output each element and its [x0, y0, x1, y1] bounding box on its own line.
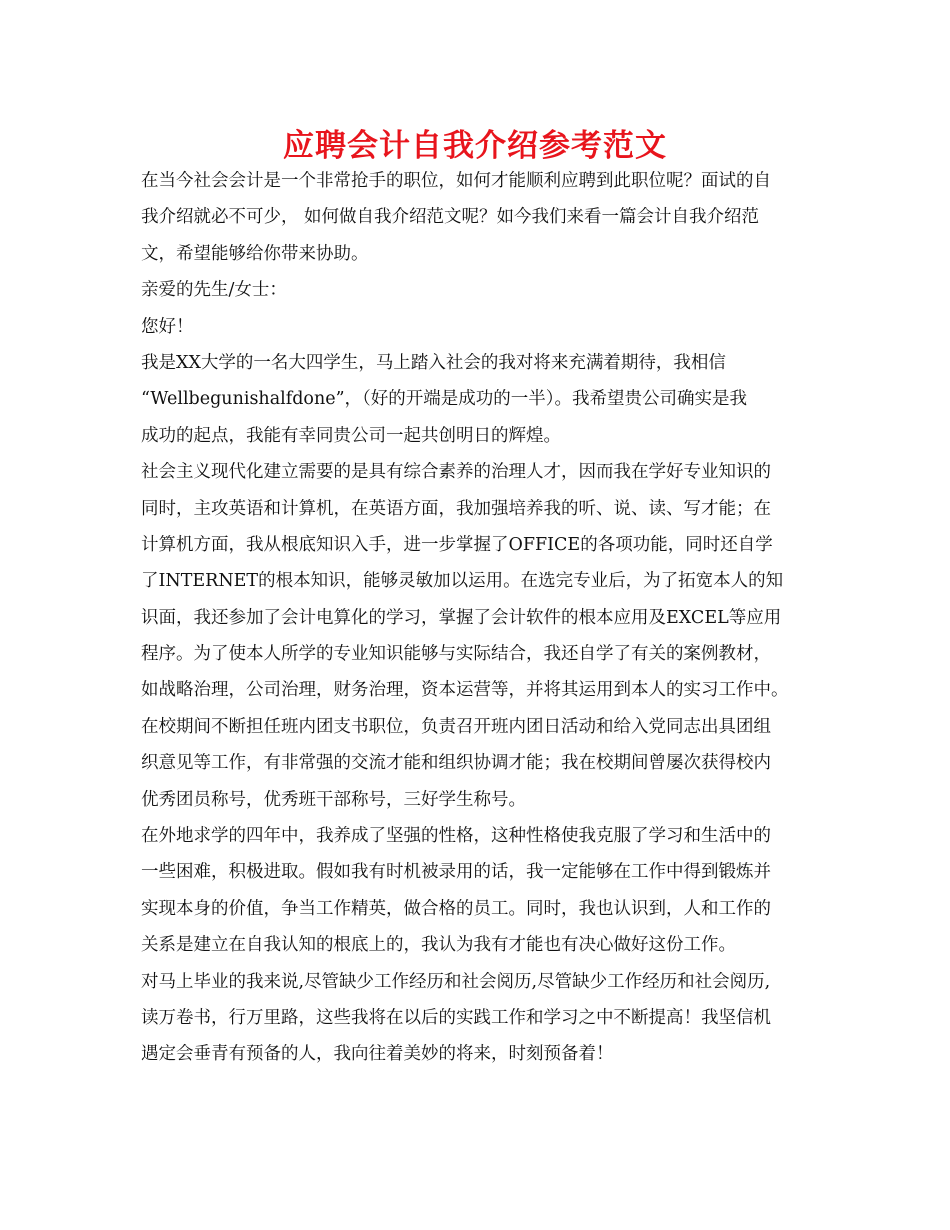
text-line: 对马上毕业的我来说,尽管缺少工作经历和社会阅历,尽管缺少工作经历和社会阅历,	[141, 971, 771, 992]
text-line: 文，希望能够给你带来协助。	[141, 243, 369, 264]
text-line: “Wellbegunishalfdone”，（好的开端是成功的一半）。我希望贵公司确实是我	[141, 389, 748, 410]
text-line: 我是XX大学的一名大四学生，马上踏入社会的我对将来充满着期待，我相信	[141, 352, 726, 373]
text-line: 了INTERNET的根本知识，能够灵敏加以运用。在选完专业后，为了拓宽本人的知	[141, 571, 784, 592]
text-line: 同时，主攻英语和计算机，在英语方面，我加强培养我的听、说、读、写才能；在	[141, 498, 771, 519]
document-title: 应聘会计自我介绍参考范文	[283, 128, 667, 164]
text-line: 亲爱的先生/女士：	[141, 280, 287, 301]
text-line: 遇定会垂青有预备的人，我向往着美妙的将来，时刻预备着！	[141, 1044, 614, 1065]
text-line: 一些困难，积极进取。假如我有时机被录用的话，我一定能够在工作中得到锻炼并	[141, 862, 771, 883]
text-line: 计算机方面，我从根底知识入手，进一步掌握了OFFICE的各项功能，同时还自学	[141, 534, 773, 555]
text-line: 我介绍就必不可少， 如何做自我介绍范文呢？如今我们来看一篇会计自我介绍范	[141, 207, 760, 228]
text-line: 社会主义现代化建立需要的是具有综合素养的治理人才，因而我在学好专业知识的	[141, 462, 771, 483]
text-line: 在校期间不断担任班内团支书职位，负责召开班内团日活动和给入党同志出具团组	[141, 716, 771, 737]
text-line: 识面，我还参加了会计电算化的学习，掌握了会计软件的根本应用及EXCEL等应用	[141, 607, 782, 628]
text-line: 关系是建立在自我认知的根底上的，我认为我有才能也有决心做好这份工作。	[141, 935, 736, 956]
text-line: 您好！	[141, 316, 194, 337]
text-line: 织意见等工作，有非常强的交流才能和组织协调才能；我在校期间曾屡次获得校内	[141, 753, 771, 774]
text-line: 优秀团员称号，优秀班干部称号，三好学生称号。	[141, 789, 526, 810]
document-body	[141, 163, 831, 1073]
text-line: 如战略治理，公司治理，财务治理，资本运营等，并将其运用到本人的实习工作中。	[141, 680, 789, 701]
text-line: 成功的起点，我能有幸同贵公司一起共创明日的辉煌。	[141, 425, 561, 446]
text-line: 实现本身的价值，争当工作精英，做合格的员工。同时，我也认识到，人和工作的	[141, 898, 771, 919]
text-line: 读万卷书，行万里路，这些我将在以后的实践工作和学习之中不断提高！我坚信机	[141, 1007, 771, 1028]
text-line: 在外地求学的四年中，我养成了坚强的性格，这种性格使我克服了学习和生活中的	[141, 826, 771, 847]
text-line: 程序。为了使本人所学的专业知识能够与实际结合，我还自学了有关的案例教材，	[141, 644, 771, 665]
text-line: 在当今社会会计是一个非常抢手的职位，如何才能顺利应聘到此职位呢？面试的自	[141, 171, 771, 191]
